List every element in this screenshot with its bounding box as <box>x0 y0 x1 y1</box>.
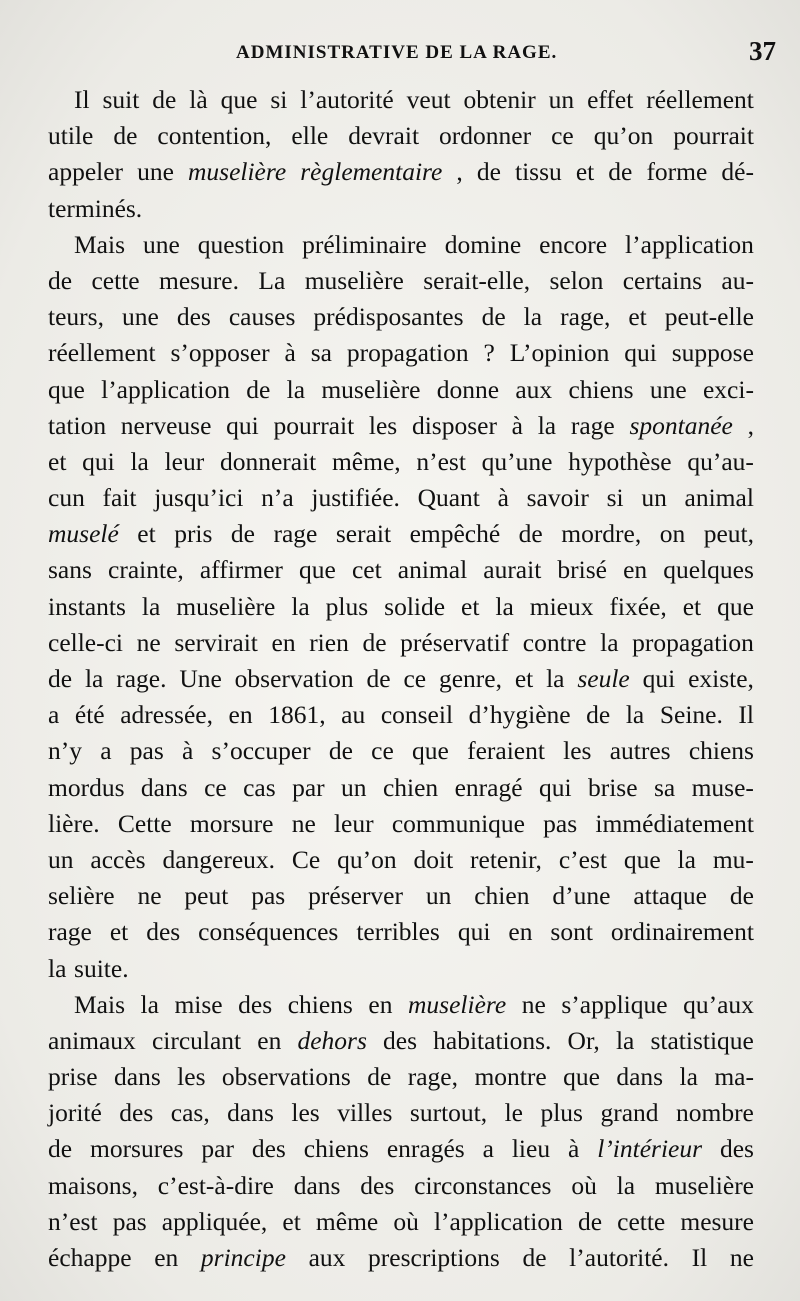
text-line: lière. Cette morsure ne leur communique pas immédiatement <box>48 808 754 838</box>
text-line: animaux circulant en dehors des habitations. Or, la statistique <box>48 1025 754 1055</box>
text-line: échappe en principe aux prescriptions de l’autorité. Il ne <box>48 1243 754 1272</box>
text-line: mordus dans ce cas par un chien enragé qui brise sa muse- <box>48 772 754 802</box>
paragraph <box>48 987 754 1277</box>
paragraph <box>48 82 754 227</box>
text-line: de cette mesure. La muselière serait-elle, selon certains au- <box>48 265 754 295</box>
page-number: 37 <box>749 36 776 66</box>
text-line: celle-ci ne servirait en rien de préservatif contre la propagation <box>48 627 754 657</box>
text-line: cun fait jusqu’ici n’a justifiée. Quant à savoir si un animal <box>48 483 754 513</box>
body-text <box>48 82 754 1276</box>
text-line: réellement s’opposer à sa propagation ? L’opinion qui suppose <box>48 338 754 368</box>
text-line: prise dans les observations de rage, montre que dans la ma- <box>48 1062 754 1092</box>
text-line: jorité des cas, dans les villes surtout, le plus grand nombre <box>48 1098 754 1128</box>
text-line: muselé et pris de rage serait empêché de mordre, on peut, <box>48 519 754 549</box>
text-line: et qui la leur donnerait même, n’est qu’une hypothèse qu’au- <box>48 446 754 476</box>
text-line: selière ne peut pas préserver un chien d’une attaque de <box>48 881 754 911</box>
text-line: un accès dangereux. Ce qu’on doit retenir, c’est que la mu- <box>48 844 754 874</box>
text-line: sans crainte, affirmer que cet animal aurait brisé en quelques <box>48 555 754 585</box>
text-line: utile de contention, elle devrait ordonner ce qu’on pourrait <box>48 121 754 151</box>
text-line: a été adressée, en 1861, au conseil d’hygiène de la Seine. Il <box>48 700 754 730</box>
page-header <box>48 36 778 70</box>
running-head: ADMINISTRATIVE DE LA RAGE. <box>236 42 558 63</box>
text-line: maisons, c’est-à-dire dans des circonstances où la muselière <box>48 1170 754 1200</box>
text-line: Mais la mise des chiens en muselière ne s’applique qu’aux <box>74 989 754 1019</box>
text-line: la suite. <box>48 953 129 983</box>
text-line: Il suit de là que si l’autorité veut obtenir un effet réellement <box>74 85 754 114</box>
text-line: de la rage. Une observation de ce genre, et la seule qui existe, <box>48 664 754 693</box>
text-line: appeler une muselière règlementaire , de tissu et de forme dé- <box>48 157 754 187</box>
paragraph <box>48 227 754 987</box>
text-line: n’y a pas à s’occuper de ce que feraient les autres chiens <box>48 736 754 766</box>
text-line: n’est pas appliquée, et même où l’application de cette mesure <box>48 1206 754 1236</box>
text-line: instants la muselière la plus solide et la mieux fixée, et que <box>48 591 754 621</box>
text-line: teurs, une des causes prédisposantes de la rage, et peut-elle <box>48 302 754 332</box>
text-line: tation nerveuse qui pourrait les disposer à la rage spontanée , <box>48 410 754 440</box>
text-line: que l’application de la muselière donne aux chiens une exci- <box>48 374 754 404</box>
text-line: terminés. <box>48 193 143 223</box>
text-line: rage et des conséquences terribles qui en sont ordinairement <box>48 917 754 947</box>
text-line: Mais une question préliminaire domine encore l’application <box>74 229 754 259</box>
text-line: de morsures par des chiens enragés a lieu à l’intérieur des <box>48 1134 754 1164</box>
